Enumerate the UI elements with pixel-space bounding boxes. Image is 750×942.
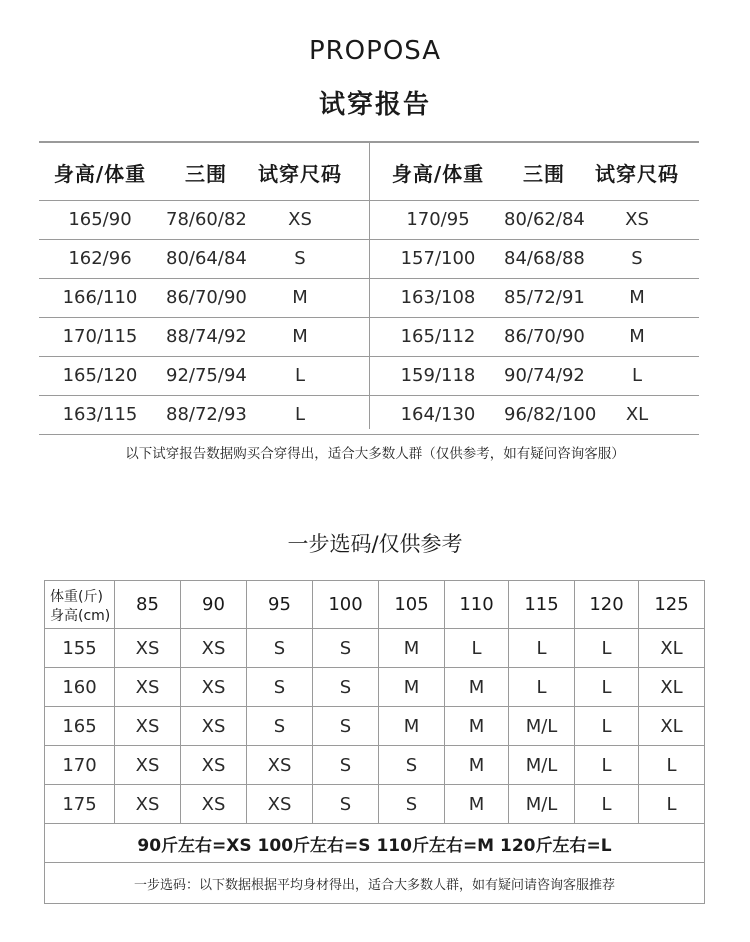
size-cell: M/L [509, 707, 575, 746]
size-cell: S [313, 746, 379, 785]
size-cell: XS [181, 629, 247, 668]
height-weight-value: 162/96 [68, 248, 132, 269]
size-cell: S [379, 746, 445, 785]
report-row [39, 279, 699, 318]
height-weight-value: 170/115 [62, 326, 138, 347]
height-weight-value: 163/108 [400, 287, 476, 308]
size-cell: S [313, 668, 379, 707]
height-weight-value: 166/110 [62, 287, 138, 308]
size-cell: XS [115, 707, 181, 746]
weight-header: 115 [509, 581, 575, 629]
size-cell: L [575, 746, 639, 785]
report-row [39, 396, 699, 435]
size-cell: M [445, 668, 509, 707]
measurements-value: 80/62/84 [504, 209, 585, 230]
height-label: 160 [45, 668, 115, 707]
size-cell: M [379, 707, 445, 746]
size-cell: M [445, 746, 509, 785]
corner-cell [45, 581, 115, 629]
size-cell: L [445, 629, 509, 668]
height-weight-value: 165/120 [62, 365, 138, 386]
size-guide-header-row [45, 581, 705, 629]
height-label: 155 [45, 629, 115, 668]
size-cell: S [313, 629, 379, 668]
size-value: M [292, 326, 308, 347]
size-cell: M [379, 668, 445, 707]
size-cell: L [509, 629, 575, 668]
weight-header: 125 [639, 581, 705, 629]
size-footnote-row [45, 863, 705, 904]
height-weight-value: 164/130 [400, 404, 476, 425]
size-cell: S [313, 785, 379, 824]
measurements-value: 85/72/91 [504, 287, 585, 308]
size-cell: XS [115, 629, 181, 668]
measurements-value: 88/72/93 [166, 404, 247, 425]
size-value: M [629, 326, 645, 347]
brand-title: PROPOSA [308, 36, 442, 66]
height-weight-value: 165/112 [400, 326, 476, 347]
weight-header: 90 [181, 581, 247, 629]
measurements-value: 84/68/88 [504, 248, 585, 269]
report-row [39, 240, 699, 279]
report-rows [39, 201, 699, 435]
report-header-right [369, 143, 699, 201]
header-size: 试穿尺码 [258, 161, 342, 186]
size-cell: M [379, 629, 445, 668]
size-guide-row [45, 746, 705, 785]
size-guide-title: 一步选码/仅供参考 [287, 532, 463, 556]
size-guide-row [45, 668, 705, 707]
size-value: L [294, 404, 306, 425]
size-cell: XL [639, 668, 705, 707]
measurements-value: 92/75/94 [166, 365, 247, 386]
measurements-value: 90/74/92 [504, 365, 585, 386]
size-value: M [292, 287, 308, 308]
header-height-weight: 身高/体重 [53, 161, 147, 186]
size-cell: XL [639, 629, 705, 668]
size-cell: S [313, 707, 379, 746]
size-value: M [629, 287, 645, 308]
size-value: L [294, 365, 306, 386]
size-value: L [631, 365, 643, 386]
size-cell: S [247, 707, 313, 746]
size-cell: L [639, 746, 705, 785]
measurements-value: 78/60/82 [166, 209, 247, 230]
size-cell: XS [181, 707, 247, 746]
report-title: 试穿报告 [318, 90, 431, 120]
size-cell: L [575, 668, 639, 707]
size-guide-row [45, 629, 705, 668]
size-guide-row [45, 785, 705, 824]
corner-height-label: 身高(cm) [50, 608, 111, 624]
height-label: 165 [45, 707, 115, 746]
size-cell: S [247, 668, 313, 707]
report-note: 以下试穿报告数据购买合穿得出，适合大多数人群（仅供参考，如有疑问咨询客服） [125, 446, 625, 462]
height-label: 170 [45, 746, 115, 785]
size-cell: L [575, 707, 639, 746]
size-cell: XL [639, 707, 705, 746]
header-measurements: 三围 [185, 161, 227, 186]
measurements-value: 86/70/90 [504, 326, 585, 347]
measurements-value: 80/64/84 [166, 248, 247, 269]
size-summary-row [45, 824, 705, 863]
size-cell: L [509, 668, 575, 707]
size-value: S [631, 248, 643, 269]
weight-header: 120 [575, 581, 639, 629]
size-cell: XS [115, 668, 181, 707]
report-header-left [39, 143, 369, 201]
size-cell: XS [247, 746, 313, 785]
size-cell: L [575, 785, 639, 824]
size-cell: XS [115, 785, 181, 824]
size-cell: XS [247, 785, 313, 824]
size-summary: 90斤左右=XS 100斤左右=S 110斤左右=M 120斤左右=L [45, 824, 705, 863]
weight-header: 100 [313, 581, 379, 629]
measurements-value: 86/70/90 [166, 287, 247, 308]
size-cell: XS [181, 746, 247, 785]
weight-header: 110 [445, 581, 509, 629]
height-weight-value: 163/115 [62, 404, 138, 425]
weight-header: 85 [115, 581, 181, 629]
height-weight-value: 165/90 [68, 209, 132, 230]
height-weight-value: 157/100 [400, 248, 476, 269]
size-cell: XS [115, 746, 181, 785]
report-row [39, 201, 699, 240]
size-guide-table [44, 580, 705, 904]
tryon-report-table [39, 141, 699, 429]
report-row [39, 318, 699, 357]
height-label: 175 [45, 785, 115, 824]
corner-weight-label: 体重(斤) [50, 589, 103, 605]
measurements-value: 88/74/92 [166, 326, 247, 347]
weight-header: 95 [247, 581, 313, 629]
size-cell: M/L [509, 746, 575, 785]
size-cell: M [445, 785, 509, 824]
size-cell: M/L [509, 785, 575, 824]
size-cell: L [575, 629, 639, 668]
height-weight-value: 159/118 [400, 365, 476, 386]
size-value: XS [625, 209, 649, 230]
header-height-weight: 身高/体重 [391, 161, 485, 186]
header-size: 试穿尺码 [595, 161, 679, 186]
size-footnote: 一步选码：以下数据根据平均身材得出，适合大多数人群，如有疑问请咨询客服推荐 [45, 863, 705, 904]
measurements-value: 96/82/100 [504, 404, 597, 425]
size-value: XL [625, 404, 649, 425]
size-cell: L [639, 785, 705, 824]
report-row [39, 357, 699, 396]
size-guide-row [45, 707, 705, 746]
size-value: XS [288, 209, 312, 230]
size-cell: XS [181, 785, 247, 824]
size-cell: S [247, 629, 313, 668]
size-value: S [294, 248, 306, 269]
size-cell: S [379, 785, 445, 824]
size-cell: XS [181, 668, 247, 707]
size-cell: M [445, 707, 509, 746]
weight-header: 105 [379, 581, 445, 629]
header-measurements: 三围 [523, 161, 565, 186]
height-weight-value: 170/95 [406, 209, 470, 230]
